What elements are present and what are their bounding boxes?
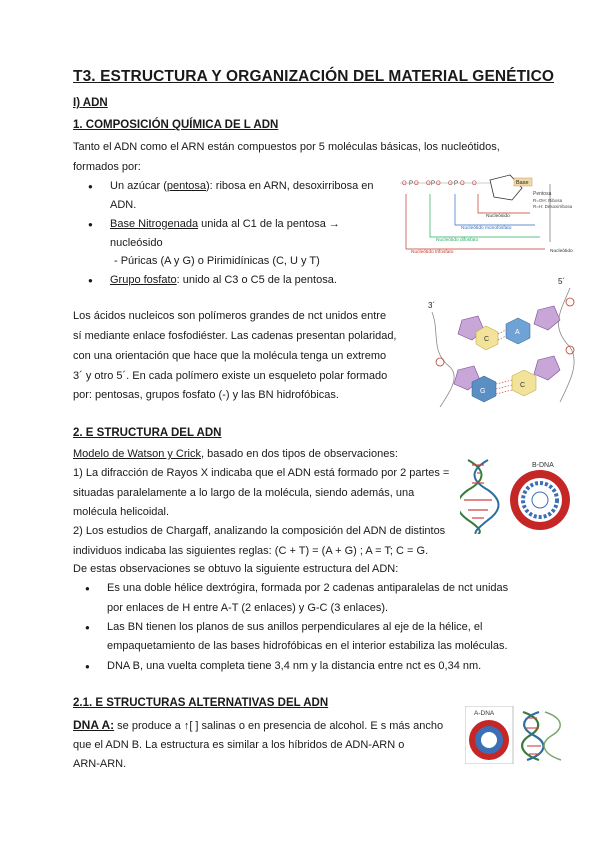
dna-a-line-3: ARN-ARN. [73, 758, 127, 770]
dna-a-line-1 [73, 719, 443, 733]
b-dna-label: B-DNA [532, 462, 554, 469]
pentosa-term: pentosa [166, 180, 207, 192]
bullet-doble-helice-line-2: por enlaces de H entre A-T (2 enlaces) y G-C (3 enlaces). [107, 602, 389, 614]
section-adn-heading: I) ADN [73, 97, 108, 109]
svg-text:O: O [426, 181, 431, 187]
intro-line-1: Tanto el ADN como el ARN están compuestos por 5 moléculas básicas, los nucleótidos, [73, 141, 500, 153]
a-dna-label: A-DNA [474, 710, 495, 717]
svg-text:O: O [472, 181, 477, 187]
base-c2-label: C [520, 382, 526, 389]
estructura-intro [73, 448, 398, 461]
paragraph-line-2: sí mediante enlace fosfodiéster. Las cadenas presentan polaridad, [73, 330, 397, 342]
base-a-label: A [515, 329, 520, 336]
svg-text:O: O [436, 181, 441, 187]
base-label: Base [516, 180, 529, 186]
bullet-fosfato [110, 274, 337, 287]
svg-text:P: P [409, 181, 414, 187]
dna-a-label: DNA A: [73, 718, 115, 732]
base-g-label: G [480, 388, 486, 395]
svg-text:O: O [402, 181, 407, 187]
paragraph-line-5: por: pentosas, grupos fosfato (-) y las BN hidrofóbicas. [73, 389, 339, 401]
bullet-base [110, 218, 340, 231]
ribosa-label: R=OH: Ribosa [533, 198, 563, 203]
svg-text:P: P [431, 181, 436, 187]
trifosfato-label: Nucleótido trifosfato [411, 250, 454, 255]
estructura-line-5: individuos indicaba las siguientes reglas: (C + T) = (A + G) ; A = T; C = G. [73, 545, 429, 557]
paragraph-line-4: 3´ y otro 5´. En cada polímero existe un esqueleto polar formado [73, 370, 388, 382]
bullet-base-text: unida al C1 de la pentosa → [198, 218, 340, 230]
bullet-azucar-text: Un azúcar ( [110, 180, 167, 192]
svg-text:O: O [414, 181, 419, 187]
bullet-azucar-line-2: ADN. [110, 199, 137, 211]
svg-text:O: O [448, 181, 453, 187]
bullet-doble-helice: ● Es una doble hélice dextrógira, formada por 2 cadenas antiparalelas de nct unidas [107, 582, 508, 595]
svg-text:P: P [454, 181, 459, 187]
estructura-line-6: De estas observaciones se obtuvo la siguiente estructura del ADN: [73, 563, 399, 575]
bullet-bn-planos-line-2: empaquetamiento de las bases hidrofóbicas en el interior estabiliza las moléculas. [107, 640, 508, 652]
estructura-intro-text: , basado en dos tipos de observaciones: [200, 448, 398, 460]
difosfato-label: Nucleótido difosfato [436, 238, 479, 243]
paragraph-line-3: con una orientación que hace que la molécula tenga un extremo [73, 350, 387, 362]
desoxirribosa-label: R=H: Desoxirribosa [533, 204, 573, 209]
watson-crick-term: Modelo de Watson y Crick [73, 448, 201, 460]
svg-text:O: O [460, 181, 465, 187]
estructura-line-1: 1) La difracción de Rayos X indicaba que el ADN está formado por 2 partes = [73, 467, 450, 479]
bullet-azucar [110, 180, 374, 193]
section-estructura-heading: 2. E STRUCTURA DEL ADN [73, 427, 222, 439]
estructura-line-4: 2) Los estudios de Chargaff, analizando la composición del ADN de distintos [73, 525, 446, 537]
dna-chain-diagram [420, 272, 585, 412]
bullet-dna-b: ● DNA B, una vuelta completa tiene 3,4 nm y la distancia entre nct es 0,34 nm. [107, 660, 481, 673]
estructura-line-2: situadas paralelamente a lo largo de la molécula, siendo además, una [73, 487, 415, 499]
monofosfato-label: Nucleótido monofosfato [461, 226, 512, 231]
three-prime-label: 3´ [428, 301, 436, 310]
bullet-base-line-2: nucleósido [110, 237, 163, 249]
bullet-fosfato-text: : unido al C3 o C5 de la pentosa. [176, 274, 337, 286]
b-dna-diagram [460, 456, 578, 534]
bullet-azucar-text-2: ): ribosa en ARN, desoxirribosa en [206, 180, 374, 192]
bullet-base-line-3: - Púricas (A y G) o Pirimidínicas (C, U y T) [114, 255, 320, 267]
dna-a-text: se produce a ↑[ ] salinas o en presencia de alcohol. E s más ancho [114, 720, 444, 732]
five-prime-label: 5´ [558, 277, 566, 286]
fosfato-term: Grupo fosfato [110, 274, 177, 286]
paragraph-line-1: Los ácidos nucleicos son polímeros grandes de nct unidos entre [73, 310, 387, 322]
subsection-alternativas-heading: 2.1. E STRUCTURAS ALTERNATIVAS DEL ADN [73, 697, 329, 709]
base-c-label: C [484, 336, 490, 343]
pentosa-label: Pentosa [533, 191, 552, 197]
a-dna-diagram [465, 706, 577, 764]
nucleotido-label: Nucleótido [550, 249, 573, 254]
nucleosido-label: Nucleósido [486, 214, 510, 219]
subsection-composicion-heading: 1. COMPOSICIÓN QUÍMICA DE L ADN [73, 119, 279, 131]
dna-a-line-2: que el ADN B. La estructura es similar a los híbridos de ADN-ARN o [73, 739, 405, 751]
page-title: T3. ESTRUCTURA Y ORGANIZACIÓN DEL MATERIAL GENÉTICO [73, 68, 555, 85]
intro-line-2: formados por: [73, 161, 141, 173]
bullet-bn-planos: ● Las BN tienen los planos de sus anillos perpendiculares al eje de la hélice, el [107, 621, 482, 634]
estructura-line-3: molécula helicoidal. [73, 506, 169, 518]
base-term: Base Nitrogenada [110, 218, 199, 230]
nucleotide-diagram [400, 172, 580, 274]
